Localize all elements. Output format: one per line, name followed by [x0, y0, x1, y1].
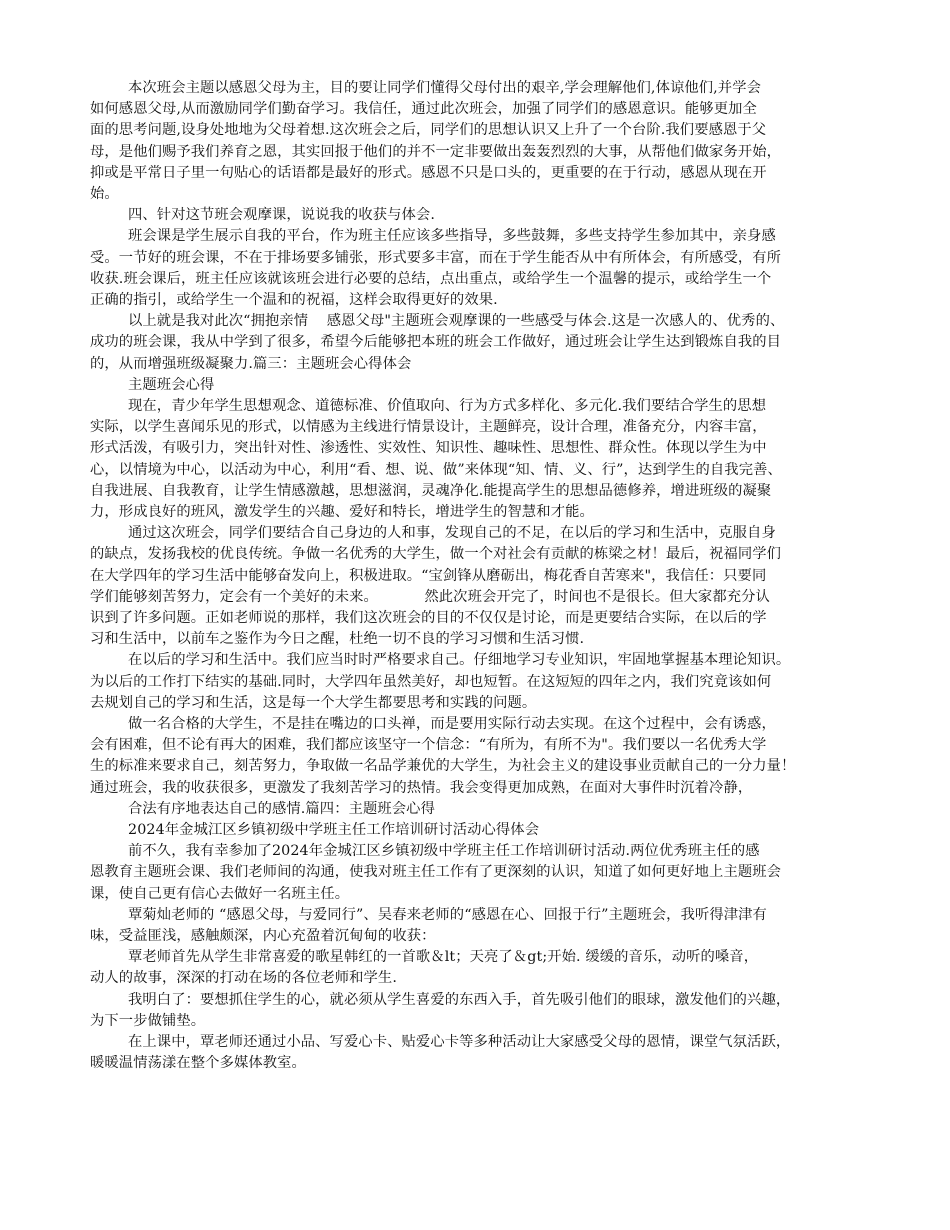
text-line: 动人的故事，深深的打动在场的各位老师和学生. — [90, 970, 397, 987]
text-line: 会有困难，但不论有再大的困难，我们都应该坚守一个信念：“有所为，有所不为"。我们要以一名优秀大学 — [90, 737, 767, 754]
text-line: 味，受益匪浅，感触颇深，内心充盈着沉甸甸的收获： — [90, 928, 436, 944]
text-line: 通过这次班会，同学们要结合自己身边的人和事，发现自己的不足，在以后的学习和生活中，克服自身 — [128, 525, 776, 542]
text-line: 学们能够刻苦努力，定会有一个美好的未来。 然此次班会开完了，时间也不是很长。但大家都充分认 — [90, 588, 770, 605]
text-line: 形式活泼，有吸引力，突出针对性、渗透性、实效性、知识性、趣味性、思想性、群众性。体现以学生为中 — [90, 440, 767, 457]
text-line: 通过班会，我的收获很多，更激发了我刻苦学习的热情。我会变得更加成熟，在面对大事件时沉着冷静， — [90, 779, 753, 796]
text-line: 在大学四年的学习生活中能够奋发向上，积极进取。“宝剑锋从磨砺出，梅花香自苦寒来"，我信任：只要同 — [90, 567, 767, 584]
text-line: 合法有序地表达自己的感情.篇四：主题班会心得 — [128, 800, 435, 817]
text-line: 力，形成良好的班风，激发学生的兴趣、爱好和特长，增进学生的智慧和才能。 — [90, 504, 594, 520]
text-line: 为以后的工作打下结实的基础.同时，大学四年虽然美好，却也短暂。在这短短的四年之内，我们究竟该如何 — [90, 673, 772, 690]
text-line: 成功的班会课，我从中学到了很多，希望今后能够把本班的班会工作做好，通过班会让学生达到锻炼自我的目 — [90, 334, 782, 351]
text-line: 主题班会心得 — [128, 376, 215, 393]
text-line: 母，是他们赐予我们养育之恩，其实回报于他们的并不一定非要做出轰轰烈烈的大事，从帮他们做家务开始， — [90, 143, 782, 160]
text-line: 实际，以学生喜闻乐见的形式，以情感为主线进行情景设计，主题鲜亮，设计合理，准备充分，内容丰富， — [90, 419, 767, 436]
text-line: 的，从而增强班级凝聚力.篇三：主题班会心得体会 — [90, 355, 412, 372]
text-line: 在上课中，覃老师还通过小品、写爱心卡、贴爱心卡等多种活动让大家感受父母的恩情，课堂气氛活跃， — [128, 1034, 791, 1050]
text-line: 暖暖温情荡漾在整个多媒体教室。 — [90, 1055, 306, 1072]
text-line: 去规划自己的学习和生活，这是每一个大学生都要思考和实践的问题。 — [90, 694, 537, 711]
text-line: 在以后的学习和生活中。我们应当时时严格要求自己。仔细地学习专业知识，牢固地掌握基本理论知识。 — [128, 652, 791, 669]
text-line: 我明白了：要想抓住学生的心，就必须从学生喜爱的东西入手，首先吸引他们的眼球，激发他们的兴趣， — [128, 991, 791, 1008]
text-line: 自我进展、自我教育，让学生情感激越，思想滋润，灵魂净化.能提高学生的思想品德修养，增进班级的凝聚 — [90, 482, 772, 499]
text-line: 如何感恩父母,从而激励同学们勤奋学习。我信任，通过此次班会，加强了同学们的感恩意识。能够更加全 — [90, 101, 757, 118]
text-line: 正确的指引，或给学生一个温和的祝福，这样会取得更好的效果. — [90, 292, 498, 308]
text-line: 2024年金城江区乡镇初级中学班主任工作培训研讨活动心得体会 — [128, 822, 540, 838]
text-line: 班会课是学生展示自我的平台，作为班主任应该多些指导，多些鼓舞，多些支持学生参加其中，亲身感 — [128, 228, 776, 245]
text-line: 始。 — [90, 186, 119, 202]
text-line: 的缺点，发扬我校的优良传统。争做一名优秀的大学生，做一个对社会有贡献的栋梁之材！最后，祝福同学们 — [90, 546, 782, 563]
text-line: 收获.班会课后，班主任应该就该班会进行必要的总结，点出重点，或给学生一个温馨的提示，或给学生一个 — [90, 270, 772, 287]
text-line: 受。一节好的班会课，不在于排场要多铺张，形式要多丰富，而在于学生能否从中有所体会，有所感受，有所 — [90, 249, 782, 266]
text-line: 抑或是平常日子里一句贴心的话语都是最好的形式。感恩不只是口头的，更重要的在于行动，感恩从现在开 — [90, 164, 767, 181]
text-line: 习和生活中，以前车之鉴作为今日之醒，杜绝一切不良的学习习惯和生活习惯. — [90, 631, 585, 648]
text-line: 识到了许多问题。正如老师说的那样，我们这次班会的目的不仅仅是讨论，而是更要结合实际，在以后的学 — [90, 610, 767, 626]
text-line: 做一名合格的大学生，不是挂在嘴边的口头禅，而是要用实际行动去实现。在这个过程中，会有诱惑， — [128, 716, 776, 732]
text-line: 面的思考问题,设身处地地为父母着想.这次班会之后，同学们的思想认识又上升了一个台阶.我们要感恩于父 — [90, 122, 767, 139]
text-line: 恩教育主题班会课、我们老师间的沟通，使我对班主任工作有了更深刻的认识，知道了如何更好地上主题班会 — [90, 864, 782, 881]
text-line: 心，以情境为中心，以活动为中心，利用“看、想、说、做”来体现“知、情、义、行”，达到学生的自我完善、 — [90, 461, 782, 478]
text-line: 为下一步做铺垫。 — [90, 1012, 206, 1029]
text-line: 现在，青少年学生思想观念、道德标准、价值取向、行为方式多样化、多元化.我们要结合学生的思想 — [128, 398, 767, 414]
text-line: 课，使自己更有信心去做好一名班主任。 — [90, 885, 350, 902]
text-line: 四、针对这节班会观摩课，说说我的收获与体会. — [128, 207, 435, 224]
text-line: 生的标准来要求自己，刻苦努力，争取做一名品学兼优的大学生，为社会主义的建设事业贡献自己的一分力量！ — [90, 758, 796, 775]
text-line: 覃菊灿老师的 “感恩父母，与爱同行”、吴春来老师的“感恩在心、回报于行”主题班会，我听得津津有 — [128, 906, 767, 923]
text-line: 前不久，我有幸参加了2024年金城江区乡镇初级中学班主任工作培训研讨活动.两位优秀班主任的感 — [128, 843, 760, 860]
text-line: 本次班会主题以感恩父母为主，目的要让同学们懂得父母付出的艰辛,学会理解他们,体谅他们,并学会 — [128, 80, 761, 96]
text-line: 覃老师首先从学生非常喜爱的歌星韩红的一首歌＆lt；天亮了＆gt;开始. 缓缓的音乐，动听的嗓音， — [128, 949, 759, 966]
text-line: 以上就是我对此次“拥抱亲情 感恩父母"主题班会观摩课的一些感受与体会.这是一次感人的、优秀的、 — [128, 313, 785, 330]
